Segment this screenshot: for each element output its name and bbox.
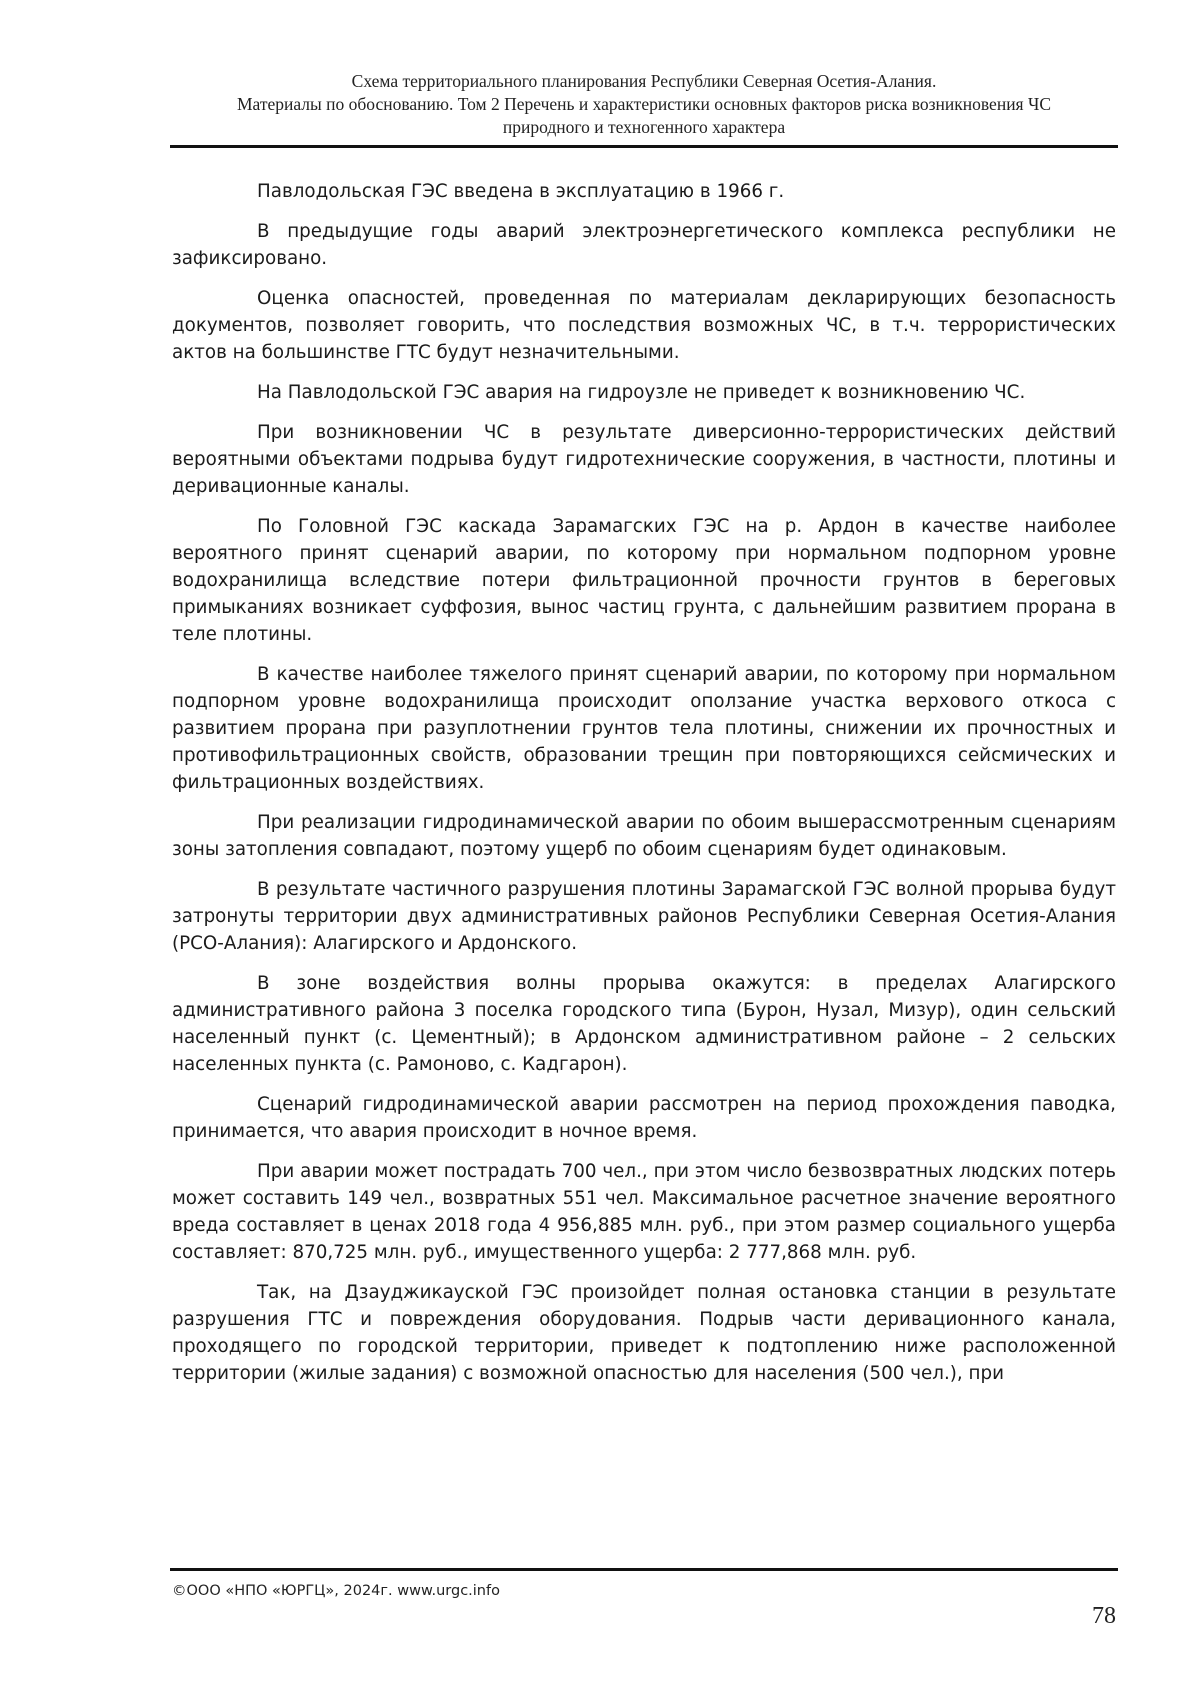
paragraph-9: В результате частичного разрушения плотины Зарамагской ГЭС волной прорыва будут затронуты территории двух административных районов Республики Северная Осетия-Алания (РСО-Алания): Алагирского и Ардонского. [172, 879, 1116, 954]
paragraph-8: При реализации гидродинамической аварии по обоим вышерассмотренным сценариям зоны затопления совпадают, поэтому ущерб по обоим сценариям будет одинаковым. [172, 812, 1116, 860]
paragraph-1: Павлодольская ГЭС введена в эксплуатацию в 1966 г. [257, 181, 785, 202]
paragraph-13: Так, на Дзауджикауской ГЭС произойдет полная остановка станции в результате разрушения ГТС и повреждения оборудования. Подрыв части деривационного канала, проходящего по городской территории, приведет к подтоплению ниже расположенной территории (жилые задания) с возможной опасностью для населения (500 чел.), при [172, 1282, 1116, 1384]
header-title-line-1: Схема территориального планирования Республики Северная Осетия-Алания. [351, 71, 937, 91]
paragraph-6: По Головной ГЭС каскада Зарамагских ГЭС на р. Ардон в качестве наиболее вероятного принят сценарий аварии, по которому при нормальном подпорном уровне водохранилища вследствие потери фильтрационной прочности грунтов в береговых примыканиях возникает суффозия, вынос частиц грунта, с дальнейшим развитием прорана в теле плотины. [172, 516, 1116, 645]
paragraph-10: В зоне воздействия волны прорыва окажутся: в пределах Алагирского административного района 3 поселка городского типа (Бурон, Нузал, Мизур), один сельский населенный пункт (с. Цементный); в Ардонском административном районе – 2 сельских населенных пункта (с. Рамоново, с. Кадгарон). [172, 973, 1116, 1075]
header-title-line-2: Материалы по обоснованию. Том 2 Перечень и характеристики основных факторов риска возникновения ЧС [236, 94, 1052, 114]
paragraph-4: На Павлодольской ГЭС авария на гидроузле не приведет к возникновению ЧС. [257, 382, 1026, 403]
header-divider [170, 145, 1118, 148]
paragraph-12: При аварии может пострадать 700 чел., при этом число безвозвратных людских потерь может составить 149 чел., возвратных 551 чел. Максимальное расчетное значение вероятного вреда составляет в ценах 2018 года 4 956,885 млн. руб., при этом размер социального ущерба составляет: 870,725 млн. руб., имущественного ущерба: 2 777,868 млн. руб. [172, 1161, 1116, 1263]
paragraph-11: Сценарий гидродинамической аварии рассмотрен на период прохождения паводка, принимается, что авария происходит в ночное время. [172, 1094, 1116, 1142]
page-number: 78 [1092, 1603, 1116, 1629]
paragraph-7: В качестве наиболее тяжелого принят сценарий аварии, по которому при нормальном подпорном уровне водохранилища происходит оползание участка верхового откоса с развитием прорана при разуплотнении грунтов тела плотины, снижении их прочностных и противофильтрационных свойств, образовании трещин при повторяющихся сейсмических и фильтрационных воздействиях. [172, 664, 1116, 793]
footer-copyright: ©ООО «НПО «ЮРГЦ», 2024г. www.urgc.info [172, 1583, 500, 1599]
document-body [172, 178, 1116, 1400]
page-header [170, 70, 1118, 139]
paragraph-5: При возникновении ЧС в результате диверсионно-террористических действий вероятными объектами подрыва будут гидротехнические сооружения, в частности, плотины и деривационные каналы. [172, 422, 1116, 497]
footer-divider [170, 1568, 1118, 1571]
paragraph-3: Оценка опасностей, проведенная по материалам декларирующих безопасность документов, позволяет говорить, что последствия возможных ЧС, в т.ч. террористических актов на большинстве ГТС будут незначительными. [172, 288, 1116, 363]
paragraph-2: В предыдущие годы аварий электроэнергетического комплекса республики не зафиксировано. [172, 221, 1116, 269]
header-title-line-3: природного и техногенного характера [502, 117, 786, 137]
